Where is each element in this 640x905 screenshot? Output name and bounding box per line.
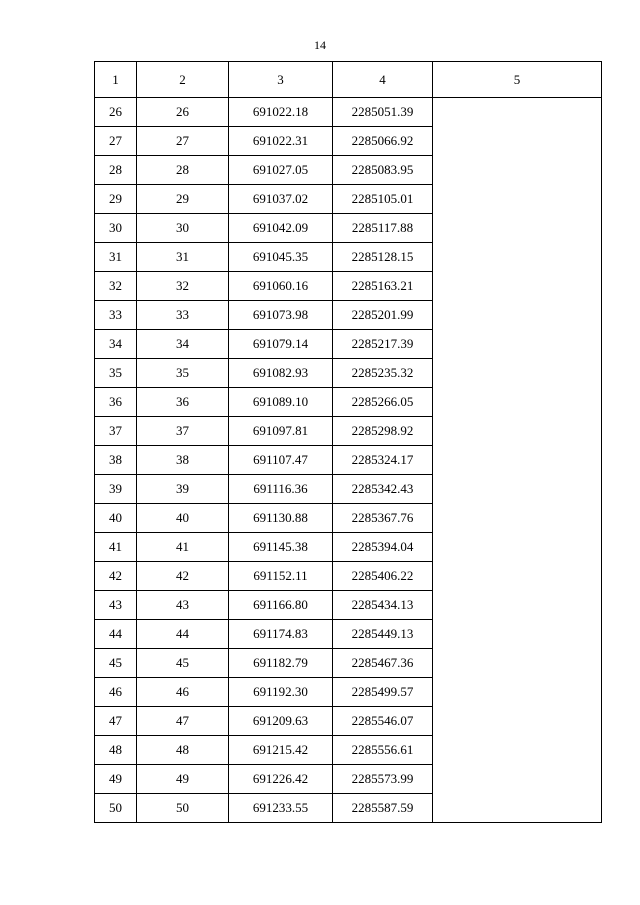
cell-y-coordinate: 2285394.04	[333, 533, 433, 562]
cell-x-coordinate: 691027.05	[229, 156, 333, 185]
cell-x-coordinate: 691130.88	[229, 504, 333, 533]
cell-point-number: 43	[95, 591, 137, 620]
cell-x-coordinate: 691079.14	[229, 330, 333, 359]
page-number: 14	[314, 38, 326, 52]
cell-point-number: 34	[95, 330, 137, 359]
cell-y-coordinate: 2285587.59	[333, 794, 433, 823]
cell-x-coordinate: 691082.93	[229, 359, 333, 388]
cell-point-number: 30	[95, 214, 137, 243]
cell-point-id: 42	[137, 562, 229, 591]
cell-point-id: 36	[137, 388, 229, 417]
column-header-4: 4	[333, 62, 433, 98]
cell-x-coordinate: 691152.11	[229, 562, 333, 591]
cell-x-coordinate: 691022.18	[229, 98, 333, 127]
cell-y-coordinate: 2285266.05	[333, 388, 433, 417]
cell-point-id: 50	[137, 794, 229, 823]
cell-point-number: 29	[95, 185, 137, 214]
cell-point-id: 44	[137, 620, 229, 649]
cell-y-coordinate: 2285217.39	[333, 330, 433, 359]
cell-y-coordinate: 2285406.22	[333, 562, 433, 591]
cell-x-coordinate: 691182.79	[229, 649, 333, 678]
column-header-1: 1	[95, 62, 137, 98]
cell-point-id: 41	[137, 533, 229, 562]
cell-point-number: 37	[95, 417, 137, 446]
cell-point-number: 27	[95, 127, 137, 156]
cell-x-coordinate: 691097.81	[229, 417, 333, 446]
cell-point-id: 38	[137, 446, 229, 475]
cell-y-coordinate: 2285367.76	[333, 504, 433, 533]
cell-x-coordinate: 691209.63	[229, 707, 333, 736]
cell-point-number: 32	[95, 272, 137, 301]
cell-point-id: 45	[137, 649, 229, 678]
cell-x-coordinate: 691060.16	[229, 272, 333, 301]
cell-y-coordinate: 2285051.39	[333, 98, 433, 127]
cell-x-coordinate: 691073.98	[229, 301, 333, 330]
cell-point-number: 49	[95, 765, 137, 794]
table-body	[95, 98, 602, 823]
cell-y-coordinate: 2285298.92	[333, 417, 433, 446]
cell-point-id: 26	[137, 98, 229, 127]
cell-y-coordinate: 2285235.32	[333, 359, 433, 388]
cell-x-coordinate: 691174.83	[229, 620, 333, 649]
cell-point-id: 39	[137, 475, 229, 504]
cell-point-number: 33	[95, 301, 137, 330]
cell-point-number: 45	[95, 649, 137, 678]
cell-y-coordinate: 2285434.13	[333, 591, 433, 620]
cell-point-number: 47	[95, 707, 137, 736]
cell-x-coordinate: 691192.30	[229, 678, 333, 707]
table-header-row	[95, 62, 602, 98]
cell-point-number: 36	[95, 388, 137, 417]
cell-y-coordinate: 2285128.15	[333, 243, 433, 272]
cell-y-coordinate: 2285117.88	[333, 214, 433, 243]
cell-y-coordinate: 2285066.92	[333, 127, 433, 156]
cell-point-id: 37	[137, 417, 229, 446]
cell-y-coordinate: 2285083.95	[333, 156, 433, 185]
cell-x-coordinate: 691045.35	[229, 243, 333, 272]
cell-y-coordinate: 2285449.13	[333, 620, 433, 649]
cell-point-number: 50	[95, 794, 137, 823]
cell-point-number: 41	[95, 533, 137, 562]
cell-point-id: 28	[137, 156, 229, 185]
cell-point-number: 38	[95, 446, 137, 475]
cell-point-id: 33	[137, 301, 229, 330]
cell-point-id: 27	[137, 127, 229, 156]
cell-point-id: 34	[137, 330, 229, 359]
cell-point-id: 46	[137, 678, 229, 707]
cell-x-coordinate: 691037.02	[229, 185, 333, 214]
column-header-3: 3	[229, 62, 333, 98]
cell-y-coordinate: 2285163.21	[333, 272, 433, 301]
cell-x-coordinate: 691089.10	[229, 388, 333, 417]
cell-point-id: 48	[137, 736, 229, 765]
cell-point-number: 35	[95, 359, 137, 388]
cell-point-number: 40	[95, 504, 137, 533]
coordinates-table	[94, 61, 602, 823]
cell-x-coordinate: 691107.47	[229, 446, 333, 475]
cell-y-coordinate: 2285467.36	[333, 649, 433, 678]
cell-point-number: 28	[95, 156, 137, 185]
cell-point-id: 40	[137, 504, 229, 533]
cell-x-coordinate: 691022.31	[229, 127, 333, 156]
cell-y-coordinate: 2285556.61	[333, 736, 433, 765]
cell-x-coordinate: 691145.38	[229, 533, 333, 562]
cell-point-id: 32	[137, 272, 229, 301]
table-row	[95, 98, 602, 127]
cell-x-coordinate: 691226.42	[229, 765, 333, 794]
cell-y-coordinate: 2285573.99	[333, 765, 433, 794]
cell-column-5	[433, 98, 602, 823]
cell-x-coordinate: 691166.80	[229, 591, 333, 620]
column-header-2: 2	[137, 62, 229, 98]
cell-y-coordinate: 2285201.99	[333, 301, 433, 330]
cell-y-coordinate: 2285324.17	[333, 446, 433, 475]
cell-point-id: 31	[137, 243, 229, 272]
cell-y-coordinate: 2285499.57	[333, 678, 433, 707]
cell-point-number: 48	[95, 736, 137, 765]
cell-point-id: 43	[137, 591, 229, 620]
cell-point-id: 49	[137, 765, 229, 794]
cell-point-number: 39	[95, 475, 137, 504]
cell-point-id: 30	[137, 214, 229, 243]
cell-x-coordinate: 691042.09	[229, 214, 333, 243]
cell-x-coordinate: 691233.55	[229, 794, 333, 823]
cell-point-number: 26	[95, 98, 137, 127]
cell-x-coordinate: 691116.36	[229, 475, 333, 504]
cell-y-coordinate: 2285342.43	[333, 475, 433, 504]
cell-y-coordinate: 2285546.07	[333, 707, 433, 736]
cell-point-number: 31	[95, 243, 137, 272]
cell-point-id: 29	[137, 185, 229, 214]
cell-point-number: 42	[95, 562, 137, 591]
cell-point-number: 44	[95, 620, 137, 649]
cell-y-coordinate: 2285105.01	[333, 185, 433, 214]
cell-point-id: 47	[137, 707, 229, 736]
cell-point-number: 46	[95, 678, 137, 707]
column-header-5: 5	[433, 62, 602, 98]
cell-point-id: 35	[137, 359, 229, 388]
cell-x-coordinate: 691215.42	[229, 736, 333, 765]
